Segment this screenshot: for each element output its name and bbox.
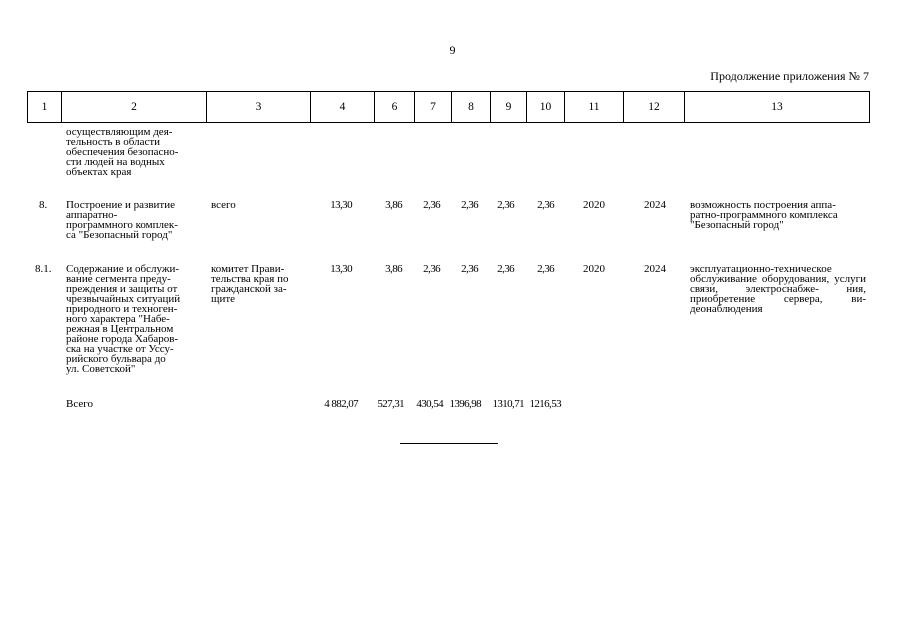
column-header: 13 [685,92,870,123]
column-header: 9 [491,92,527,123]
value-col-6: 3,86 [385,263,402,275]
continuation-description: осуществляющим дея- тельность в области обеспечения безопасно- сти людей на водных объектах края [66,126,179,178]
value-col-9: 2,36 [497,263,514,275]
total-label: Всего [66,398,93,410]
end-year: 2024 [644,199,666,211]
expected-result: эксплуатационно-техническое обслуживание оборудования, услуги связи, электроснабже- ния, приобретение сервера, ви- деонаблюдения [690,263,866,315]
column-header: 8 [452,92,491,123]
column-header: 2 [62,92,207,123]
value-col-7: 2,36 [423,199,440,211]
page-number: 9 [449,43,456,57]
value-col-4: 13,30 [330,263,352,275]
column-header: 4 [311,92,375,123]
column-header: 7 [415,92,452,123]
expected-result: возможность построения аппа- ратно-программного комплекса "Безопасный город" [690,199,838,231]
column-header: 3 [207,92,311,123]
total-col-7: 430,54 [416,398,443,410]
value-col-9: 2,36 [497,199,514,211]
column-header: 10 [527,92,565,123]
value-col-10: 2,36 [537,263,554,275]
total-col-10: 1216,53 [529,398,561,410]
start-year: 2020 [583,199,605,211]
activity-name: Построение и развитие аппаратно- программного комплек- са "Безопасный город" [66,199,178,241]
row-number: 8.1. [35,263,52,275]
value-col-4: 13,30 [330,199,352,211]
activity-name: Содержание и обслужи- вание сегмента преду- преждения и защиты от чрезвычайных ситуаций природного и техноген- ного характера "Набе- режная в Центральном районе города Хабаров- ска на участке от Уссу- рийского бульвара до ул. Советской" [66,263,181,375]
value-col-7: 2,36 [423,263,440,275]
total-col-9: 1310,71 [492,398,524,410]
column-header: 1 [28,92,62,123]
responsible-executor: комитет Прави- тельства края по гражданской за- щите [211,263,289,305]
row-number: 8. [39,199,48,211]
column-header-row [28,92,870,123]
total-col-6: 527,31 [377,398,404,410]
end-year: 2024 [644,263,666,275]
end-separator-line [400,443,498,444]
value-col-8: 2,36 [461,199,478,211]
value-col-8: 2,36 [461,263,478,275]
total-col-8: 1396,98 [449,398,481,410]
responsible-executor: всего [211,199,236,211]
column-header-table [27,91,870,123]
column-header: 6 [375,92,415,123]
column-header: 12 [624,92,685,123]
value-col-10: 2,36 [537,199,554,211]
value-col-6: 3,86 [385,199,402,211]
total-col-4: 4 882,07 [324,398,358,410]
start-year: 2020 [583,263,605,275]
appendix-continuation-title: Продолжение приложения № 7 [710,69,869,83]
column-header: 11 [565,92,624,123]
